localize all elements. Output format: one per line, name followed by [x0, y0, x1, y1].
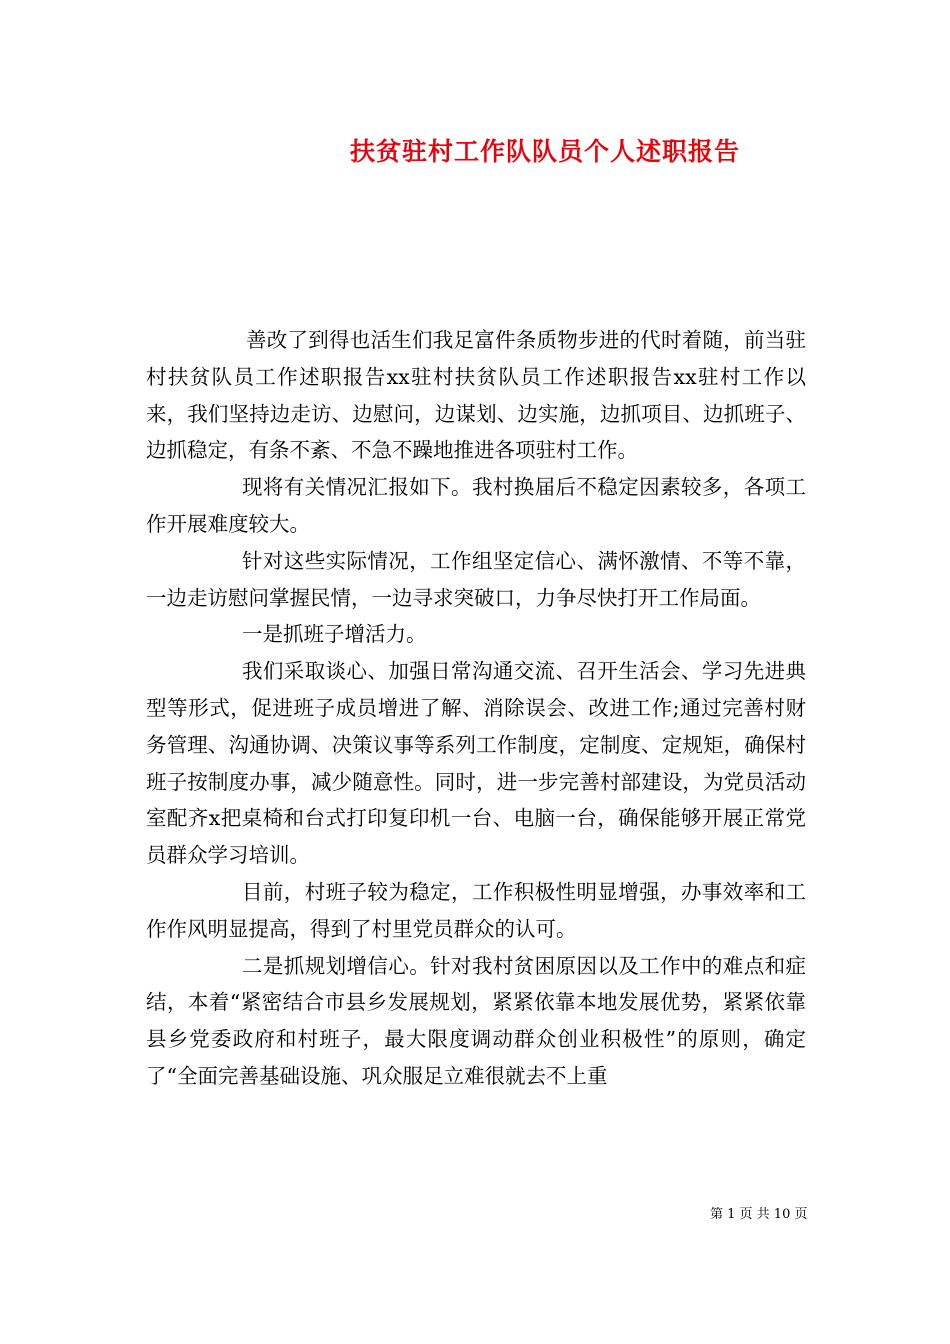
paragraph-team-building: 我们采取谈心、加强日常沟通交流、召开生活会、学习先进典型等形式，促进班子成员增进了解、消除误会、改进工作;通过完善村财务管理、沟通协调、决策议事等系列工作制度，定制度、定规矩，确保村班子按制度办事，减少随意性。同时，进一步完善村部建设，为党员活动室配齐x把桌椅和台式打印复印机一台、电脑一台，确保能够开展正常党员群众学习培训。 — [146, 659, 806, 868]
paragraph-response: 针对这些实际情况，工作组坚定信心、满怀激情、不等不靠，一边走访慰问掌握民情，一边寻求突破口，力争尽快打开工作局面。 — [146, 548, 806, 610]
page-number: 第 1 页 共 10 页 — [710, 1207, 808, 1222]
paragraph-planning: 二是抓规划增信心。针对我村贫困原因以及工作中的难点和症结，本着“紧密结合市县乡发展规划，紧紧依靠本地发展优势，紧紧依靠县乡党委政府和村班子，最大限度调动群众创业积极性”的原则，确定了“全面完善基础设施、巩众服足立难很就去不上重 — [146, 953, 806, 1088]
document-title: 扶贫驻村工作队队员个人述职报告 — [349, 137, 740, 166]
paragraph-overview: 现将有关情况汇报如下。我村换届后不稳定因素较多，各项工作开展难度较大。 — [146, 475, 806, 536]
section-heading-one: 一是抓班子增活力。 — [242, 622, 427, 647]
paragraph-intro: 善改了到得也活生们我足富件条质物步进的代时着随，前当驻村扶贫队员工作述职报告xx驻村扶贫队员工作述职报告xx驻村工作以来，我们坚持边走访、边慰问，边谋划、边实施，边抓项目、边抓班子、边抓稳定，有条不紊、不急不躁地推进各项驻村工作。 — [146, 328, 806, 463]
document-body — [146, 322, 806, 1095]
paragraph-current-status: 目前，村班子较为稳定，工作积极性明显增强，办事效率和工作作风明显提高，得到了村里党员群众的认可。 — [146, 879, 806, 941]
